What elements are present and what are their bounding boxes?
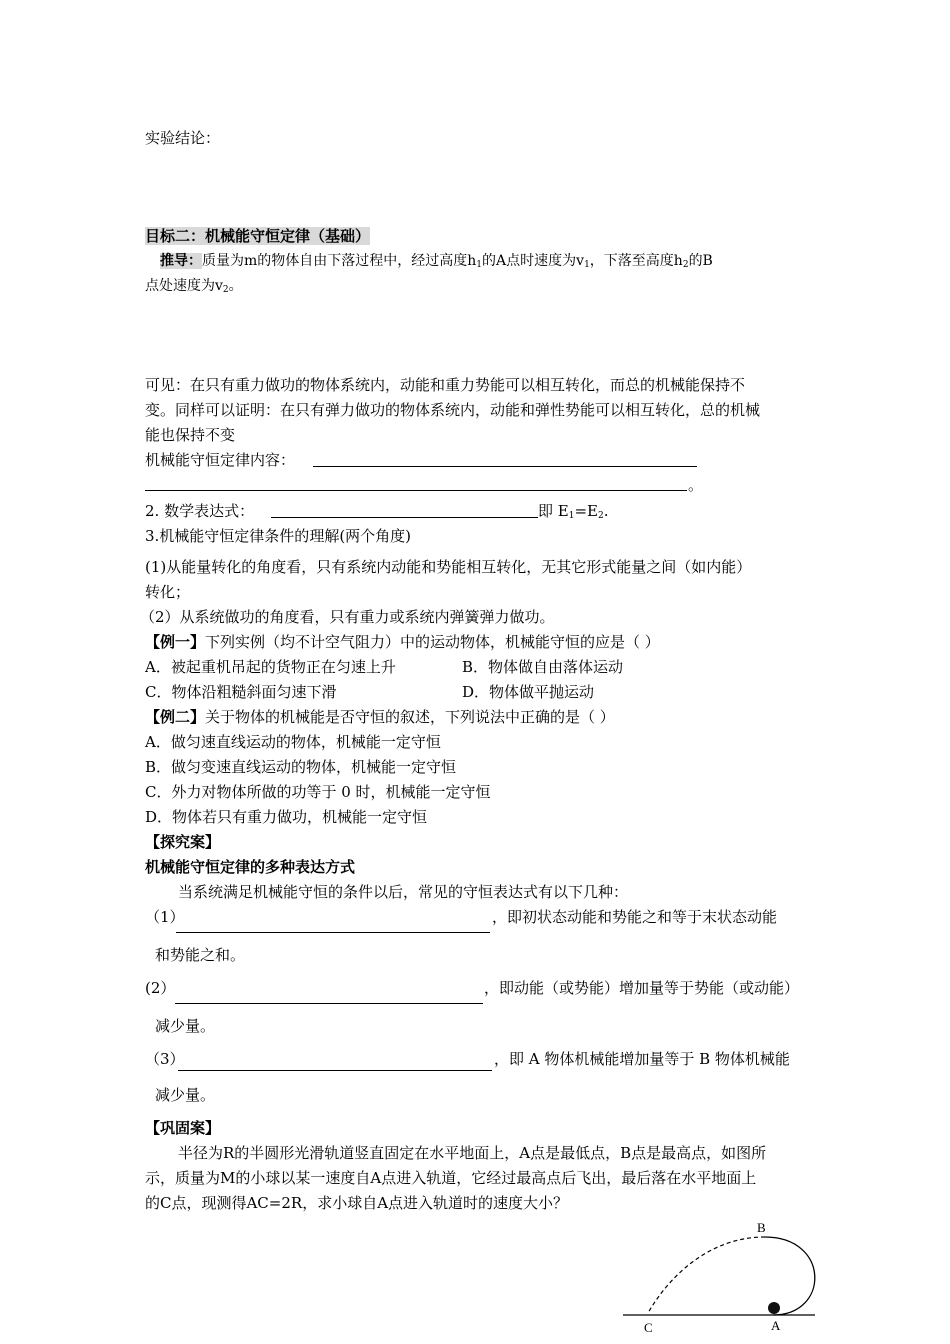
sub-2b: 2 <box>222 285 229 295</box>
law-content-blank-1[interactable] <box>313 466 697 467</box>
law-content-end: 。 <box>688 476 704 494</box>
derive-line1 <box>160 250 713 270</box>
example2-option-b: B．做匀变速直线运动的物体，机械能一定守恒 <box>145 758 457 776</box>
example1-option-d: D．物体做平抛运动 <box>462 683 595 701</box>
label-a: A <box>771 1318 781 1333</box>
conclusion-heading: 实验结论： <box>145 129 221 147</box>
derive-text-b: 的A点时速度为v <box>482 253 585 269</box>
conclusion-line1: 可见：在只有重力做功的物体系统内，动能和重力势能可以相互转化，而总的机械能保持不 <box>145 376 746 394</box>
law-cond1-line2: 转化； <box>145 583 191 601</box>
explore-item3-cont: 减少量。 <box>155 1086 216 1104</box>
explore-intro: 当系统满足机械能守恒的条件以后，常见的守恒表达式有以下几种： <box>178 883 629 901</box>
example2-option-c: C．外力对物体所做的功等于 0 时，机械能一定守恒 <box>145 783 491 801</box>
law-content-blank-2[interactable] <box>145 490 687 491</box>
consolidate-line2: 示，质量为M的小球以某一速度自A点进入轨道，它经过最高点后飞出，最后落在水平地面上 <box>145 1169 757 1187</box>
expr-suffix-b: =E <box>574 502 598 520</box>
law-expr-label: 2. 数学表达式： <box>145 502 255 520</box>
derive-line2 <box>145 275 243 295</box>
example2-option-d: D．物体若只有重力做功，机械能一定守恒 <box>145 808 428 826</box>
label-c: C <box>644 1320 653 1335</box>
expr-sub-1: 1 <box>568 511 575 521</box>
explore-item1-text: ，即初状态动能和势能之和等于末状态动能 <box>492 908 778 926</box>
explore-item2-blank[interactable] <box>175 1003 483 1004</box>
law-cond1-line1: (1)从能量转化的角度看，只有系统内动能和势能相互转化，无其它形式能量之间（如内能） <box>145 558 752 576</box>
derive-text-c: ，下落至高度h <box>589 253 683 269</box>
sub-2a: 2 <box>682 260 689 270</box>
explore-item1-cont: 和势能之和。 <box>155 946 246 964</box>
sub-1a: 1 <box>476 260 483 270</box>
derive-text-a: 质量为m的物体自由下落过程中，经过高度h <box>202 253 477 269</box>
example1-question: 下列实例（均不计空气阻力）中的运动物体，机械能守恒的应是（ ） <box>205 633 660 651</box>
law-cond-title: 3.机械能守恒定律条件的理解(两个角度) <box>145 527 412 545</box>
example1-option-c: C．物体沿粗糙斜面匀速下滑 <box>145 683 337 701</box>
explore-item2-cont: 减少量。 <box>155 1017 216 1035</box>
example1-question-line <box>145 631 660 652</box>
law-content-label: 机械能守恒定律内容： <box>145 451 296 469</box>
explore-item1-num: （1） <box>145 908 185 926</box>
example2-label: 【例二】 <box>145 708 206 726</box>
conclusion-line2: 变。同样可以证明：在只有弹力做功的物体系统内，动能和弹性势能可以相互转化，总的机械 <box>145 401 761 419</box>
explore-label: 【探究案】 <box>145 833 221 851</box>
explore-title: 机械能守恒定律的多种表达方式 <box>145 858 356 876</box>
example2-question-line <box>145 706 615 727</box>
law-expr-blank[interactable] <box>271 517 538 518</box>
explore-item3-blank[interactable] <box>178 1070 492 1071</box>
conclusion-line3: 能也保持不变 <box>145 426 236 444</box>
sub-1b: 1 <box>584 260 590 270</box>
explore-item3-text: ，即 A 物体机械能增加量等于 B 物体机械能 <box>494 1050 790 1068</box>
track-figure <box>615 1215 835 1344</box>
consolidate-line1: 半径为R的半圆形光滑轨道竖直固定在水平地面上，A点是最低点，B点是最高点，如图所 <box>178 1144 767 1162</box>
explore-item3-num: （3） <box>145 1050 185 1068</box>
example2-question: 关于物体的机械能是否守恒的叙述，下列说法中正确的是（ ） <box>205 708 615 726</box>
projectile-path <box>648 1237 765 1313</box>
consolidate-label: 【巩固案】 <box>145 1119 221 1137</box>
consolidate-line3: 的C点，现测得AC=2R，求小球自A点进入轨道时的速度大小？ <box>145 1194 569 1212</box>
derive-text-e: 点处速度为v <box>145 278 223 294</box>
expr-suffix-a: 即 E <box>538 502 569 520</box>
explore-item1-blank[interactable] <box>176 932 490 933</box>
explore-item2-text: ，即动能（或势能）增加量等于势能（或动能） <box>484 979 800 997</box>
law-cond2: （2）从系统做功的角度看，只有重力或系统内弹簧弹力做功。 <box>140 608 555 626</box>
example1-option-b: B．物体做自由落体运动 <box>462 658 624 676</box>
ball <box>768 1302 780 1314</box>
goal2-title <box>145 225 370 246</box>
expr-sub-2: 2 <box>597 511 604 521</box>
law-expr-suffix <box>538 500 609 521</box>
example1-label: 【例一】 <box>145 633 206 651</box>
derive-label: 推导： <box>160 253 202 269</box>
goal2-title-text: 目标二：机械能守恒定律（基础） <box>145 227 371 245</box>
derive-text-d: 的B <box>688 253 713 269</box>
expr-suffix-c: . <box>603 502 609 520</box>
derive-text-f: 。 <box>228 278 243 294</box>
example1-option-a: A．被起重机吊起的货物正在匀速上升 <box>145 658 396 676</box>
label-b: B <box>757 1220 766 1235</box>
explore-item2-num: (2） <box>145 979 176 997</box>
example2-option-a: A．做匀速直线运动的物体，机械能一定守恒 <box>145 733 441 751</box>
